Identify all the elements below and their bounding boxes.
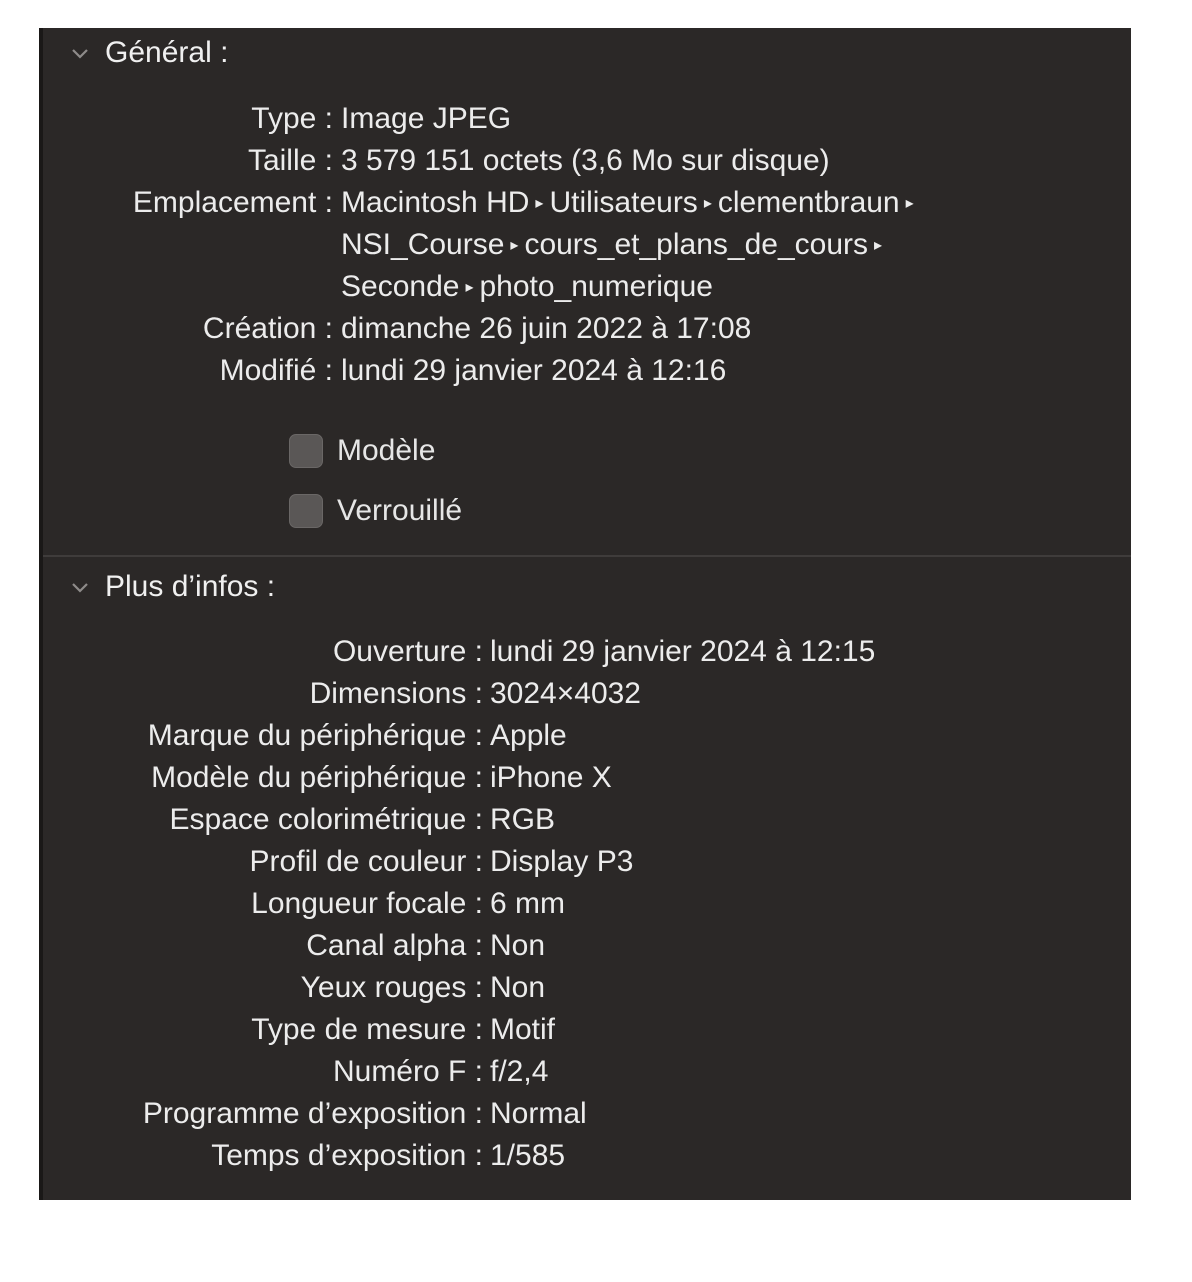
- triangle-right-icon: ▸: [510, 237, 519, 254]
- locked-checkbox-row[interactable]: [289, 494, 462, 528]
- row-label: Longueur focale :: [251, 887, 483, 920]
- template-checkbox-row[interactable]: [289, 434, 435, 468]
- type-label: Type :: [251, 102, 333, 135]
- row-value: Motif: [490, 1013, 556, 1046]
- modified-value: lundi 29 janvier 2024 à 12:16: [341, 354, 727, 387]
- row-value: Apple: [490, 719, 567, 752]
- row-value: f/2,4: [490, 1055, 549, 1088]
- row-value: lundi 29 janvier 2024 à 12:15: [490, 635, 876, 668]
- row-label: Numéro F :: [332, 1055, 483, 1088]
- row-label: Yeux rouges :: [300, 971, 483, 1004]
- location-path-line1: [341, 182, 920, 229]
- modified-label: Modifié :: [219, 354, 333, 387]
- path-segment: cours_et_plans_de_cours: [524, 228, 869, 261]
- more-info-header-label: Plus d’infos :: [105, 570, 276, 603]
- size-value: 3 579 151 octets (3,6 Mo sur disque): [341, 144, 830, 177]
- row-value: iPhone X: [490, 761, 612, 794]
- row-label: Temps d’exposition :: [211, 1139, 483, 1172]
- created-value: dimanche 26 juin 2022 à 17:08: [341, 312, 752, 345]
- triangle-right-icon: ▸: [535, 195, 544, 212]
- template-checkbox[interactable]: [289, 434, 323, 468]
- triangle-right-icon: ▸: [703, 195, 712, 212]
- row-value: Non: [490, 971, 546, 1004]
- path-segment: Utilisateurs: [549, 186, 698, 219]
- location-path-line3: [341, 266, 713, 313]
- location-label: Emplacement :: [132, 186, 333, 219]
- row-label: Type de mesure :: [251, 1013, 483, 1046]
- row-label: Profil de couleur :: [249, 845, 483, 878]
- row-label: Dimensions :: [309, 677, 483, 710]
- row-label: Marque du périphérique :: [147, 719, 483, 752]
- info-panel: [39, 28, 1131, 1200]
- triangle-right-icon: ▸: [874, 237, 883, 254]
- general-header-label: Général :: [105, 36, 229, 69]
- locked-checkbox[interactable]: [289, 494, 323, 528]
- chevron-down-icon[interactable]: [69, 42, 91, 64]
- location-path-line2: [341, 224, 888, 271]
- row-value: RGB: [490, 803, 556, 836]
- row-label: Ouverture :: [332, 635, 483, 668]
- row-label: Espace colorimétrique :: [169, 803, 483, 836]
- triangle-right-icon: ▸: [905, 195, 914, 212]
- row-label: Modèle du périphérique :: [151, 761, 483, 794]
- row-value: 3024×4032: [490, 677, 641, 710]
- row-value: 6 mm: [490, 887, 565, 920]
- chevron-down-icon[interactable]: [69, 576, 91, 598]
- path-segment: Macintosh HD: [341, 186, 530, 219]
- general-section-header[interactable]: [69, 36, 228, 70]
- row-label: Canal alpha :: [306, 929, 483, 962]
- template-checkbox-label: Modèle: [337, 434, 436, 467]
- row-value: Normal: [490, 1097, 587, 1130]
- path-segment: photo_numerique: [479, 270, 713, 303]
- row-label: Programme d’exposition :: [142, 1097, 483, 1130]
- locked-checkbox-label: Verrouillé: [337, 494, 463, 527]
- path-segment: NSI_Course: [341, 228, 505, 261]
- size-label: Taille :: [247, 144, 333, 177]
- more-info-section-header[interactable]: [69, 570, 275, 604]
- triangle-right-icon: ▸: [465, 279, 474, 296]
- row-value: Display P3: [490, 845, 634, 878]
- type-value: Image JPEG: [341, 102, 512, 135]
- section-divider: [43, 555, 1131, 557]
- row-value: 1/585: [490, 1139, 566, 1172]
- path-segment: clementbraun: [717, 186, 900, 219]
- created-label: Création :: [202, 312, 333, 345]
- row-value: Non: [490, 929, 546, 962]
- path-segment: Seconde: [341, 270, 460, 303]
